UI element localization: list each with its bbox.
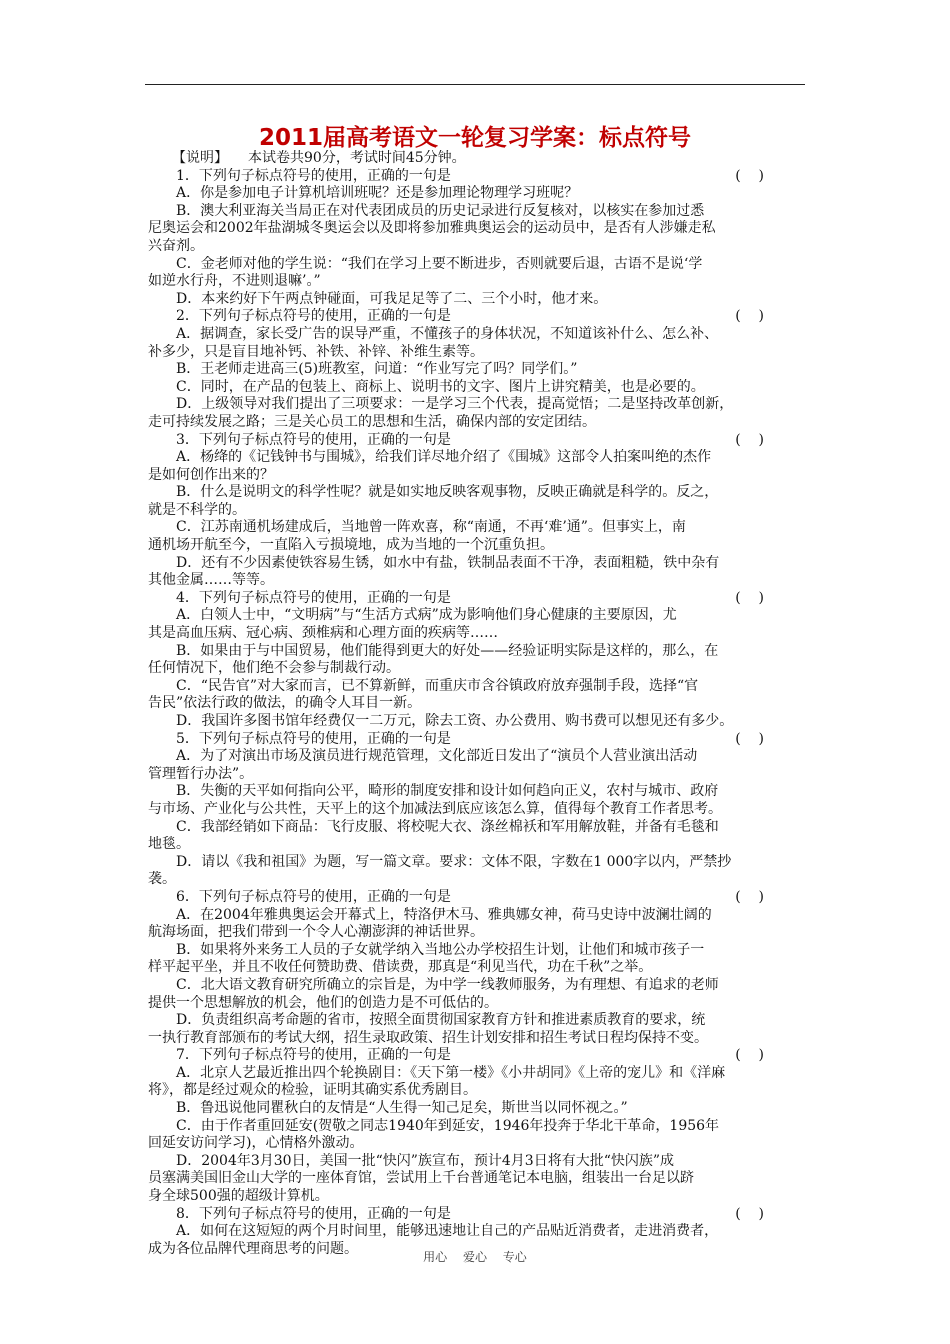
question-text: 5．下列句子标点符号的使用，正确的一句是 — [176, 730, 451, 747]
option-line: C．金老师对他的学生说：“我们在学习上要不断进步，否则就要后退，古语不是说‘学 — [176, 255, 703, 272]
continuation-line: 其他金属……等等。 — [148, 572, 274, 589]
continuation-line: 是如何创作出来的？ — [148, 466, 274, 483]
option-line: C．“民告官”对大家而言，已不算新鲜，而重庆市含谷镇政府放弃强制手段，选择“官 — [176, 677, 699, 694]
intro-label: 【说明】 — [172, 150, 228, 166]
option-line: B．如果由于与中国贸易，他们能得到更大的好处——经验证明实际是这样的，那么，在 — [176, 642, 719, 659]
continuation-line: 身全球500强的超级计算机。 — [148, 1188, 329, 1205]
option-line: A．杨绛的《记钱钟书与围城》，给我们详尽地介绍了《围城》这部令人拍案叫绝的杰作 — [176, 449, 712, 466]
option-line: D．上级领导对我们提出了三项要求：一是学习三个代表，提高觉悟；二是坚持改革创新， — [176, 396, 734, 413]
intro-line — [148, 150, 804, 168]
continuation-line: 其是高血压病、冠心病、颈椎病和心理方面的疾病等…… — [148, 625, 498, 642]
continuation-line: 如逆水行舟，不进则退嘛’。” — [148, 273, 321, 290]
option-line: C．由于作者重回延安(贺敬之同志1940年到延安，1946年投奔于华北干革命，1956年 — [176, 1117, 720, 1134]
option-line: A．你是参加电子计算机培训班呢？还是参加理论物理学习班呢？ — [176, 185, 579, 202]
continuation-line: 告民”依法行政的做法，的确令人耳目一新。 — [148, 695, 422, 712]
continuation-line: 袭。 — [148, 871, 176, 888]
option-line: A．据调查，家长受广告的误导严重，不懂孩子的身体状况，不知道该补什么、怎么补、 — [176, 325, 719, 342]
question-text: 1．下列句子标点符号的使用，正确的一句是 — [176, 167, 451, 184]
continuation-line: 提供一个思想解放的机会，他们的创造力是不可低估的。 — [148, 994, 498, 1011]
option-line: B．鲁迅说他同瞿秋白的友情是“人生得一知己足矣，斯世当以同怀视之。” — [176, 1100, 628, 1117]
option-line: C．我部经销如下商品：飞行皮服、将校呢大衣、涤丝棉袄和军用解放鞋，并备有毛毯和 — [176, 818, 719, 835]
question-text: 7．下列句子标点符号的使用，正确的一句是 — [176, 1047, 451, 1064]
continuation-line: 尼奥运会和2002年盐湖城冬奥运会以及即将参加雅典奥运会的运动员中，是否有人涉嫌走私 — [148, 220, 716, 237]
option-line: A．白领人士中，“文明病”与“生活方式病”成为影响他们身心健康的主要原因，尤 — [176, 607, 677, 624]
option-line: B．什么是说明文的科学性呢？就是如实地反映客观事物，反映正确就是科学的。反之， — [176, 484, 719, 501]
continuation-line: 管理暂行办法”。 — [148, 765, 254, 782]
option-line: B．如果将外来务工人员的子女就学纳入当地公办学校招生计划，让他们和城市孩子一 — [176, 941, 705, 958]
page-title: 2011届高考语文一轮复习学案：标点符号 — [258, 125, 691, 151]
continuation-line: 地毯。 — [148, 836, 190, 853]
option-line: D．我国许多图书馆年经费仅一二万元，除去工资、办公费用、购书费可以想见还有多少。 — [176, 713, 734, 729]
continuation-line: 与市场、产业化与公共性，天平上的这个加减法到底应该怎么算，值得每个教育工作者思考。 — [148, 800, 722, 817]
option-line: A．北京人艺最近推出四个轮换剧目：《天下第一楼》《小井胡同》《上帝的宠儿》和《洋麻 — [176, 1064, 726, 1081]
question-list — [148, 168, 804, 1259]
option-line: C．同时，在产品的包装上、商标上、说明书的文字、图片上讲究精美，也是必要的。 — [176, 378, 705, 395]
continuation-line: 成为各位品牌代理商思考的问题。 — [148, 1240, 358, 1257]
option-line: D．本来约好下午两点钟碰面，可我足足等了二、三个小时，他才来。 — [176, 290, 608, 307]
answer-blank: ( ) — [735, 308, 764, 325]
answer-blank: ( ) — [735, 888, 764, 905]
question-stem — [148, 432, 804, 450]
page-footer: 用心 爱心 专心 — [423, 1250, 527, 1264]
document-body — [148, 150, 804, 1258]
option-line: C．北大语文教育研究所确立的宗旨是，为中学一线教师服务，为有理想、有追求的老师 — [176, 976, 719, 993]
question-text: 6．下列句子标点符号的使用，正确的一句是 — [176, 888, 451, 905]
option-line: D．请以《我和祖国》为题，写一篇文章。要求：文体不限，字数在1 000字以内，严禁抄 — [176, 853, 732, 870]
answer-blank: ( ) — [735, 730, 764, 747]
option-line: D．负责组织高考命题的省市，按照全面贯彻国家教育方针和推进素质教育的要求，统 — [176, 1012, 706, 1029]
continuation-line: 样平起平坐，并且不收任何赞助费、借读费，那真是“利见当代，功在千秋”之举。 — [148, 959, 653, 976]
answer-blank: ( ) — [735, 431, 764, 448]
question-text: 8．下列句子标点符号的使用，正确的一句是 — [176, 1205, 451, 1222]
question-text: 2．下列句子标点符号的使用，正确的一句是 — [176, 308, 451, 325]
option-line: C．江苏南通机场建成后，当地曾一阵欢喜，称“南通，不再‘难’通”。但事实上，南 — [176, 519, 686, 536]
option-line: B．失衡的天平如何指向公平，畸形的制度安排和设计如何趋向正义，农村与城市、政府 — [176, 783, 719, 800]
option-line: A．在2004年雅典奥运会开幕式上，特洛伊木马、雅典娜女神，荷马史诗中波澜壮阔的 — [176, 906, 712, 923]
question-stem — [148, 308, 804, 326]
question-text: 4．下列句子标点符号的使用，正确的一句是 — [176, 589, 451, 606]
question-text: 3．下列句子标点符号的使用，正确的一句是 — [176, 431, 451, 448]
question-stem — [148, 1047, 804, 1065]
continuation-line: 将》，都是经过观众的检验，证明其确实系优秀剧目。 — [148, 1082, 477, 1099]
continuation-line: 回延安访问学习)，心情格外激动。 — [148, 1135, 364, 1152]
option-line: B．王老师走进高三(5)班教室，问道：“作业写完了吗？同学们。” — [176, 361, 578, 378]
option-line: B．澳大利亚海关当局正在对代表团成员的历史记录进行反复核对，以核实在参加过悉 — [176, 202, 705, 219]
continuation-line: 兴奋剂。 — [148, 237, 204, 254]
continuation-line: 走可持续发展之路；三是关心员工的思想和生活，确保内部的安定团结。 — [148, 413, 596, 430]
answer-blank: ( ) — [735, 589, 764, 606]
continuation-line: 补多少，只是盲目地补钙、补铁、补锌、补维生素等。 — [148, 343, 484, 360]
option-line: D．还有不少因素使铁容易生锈，如水中有盐，铁制品表面不干净，表面粗糙，铁中杂有 — [176, 554, 720, 571]
continuation-line: 就是不科学的。 — [148, 501, 246, 518]
intro-text: 本试卷共90分，考试时间45分钟。 — [248, 150, 466, 166]
continuation-line: 通机场开航至今，一直陷入亏损境地，成为当地的一个沉重负担。 — [148, 537, 554, 554]
question-stem — [148, 168, 804, 186]
continuation-line: 任何情况下，他们绝不会参与制裁行动。 — [148, 660, 400, 677]
option-line: A．如何在这短短的两个月时间里，能够迅速地让自己的产品贴近消费者，走进消费者， — [176, 1223, 719, 1240]
answer-blank: ( ) — [735, 167, 764, 184]
header-rule — [145, 84, 805, 85]
answer-blank: ( ) — [735, 1205, 764, 1222]
continuation-line: 一执行教育部颁布的考试大纲，招生录取政策、招生计划安排和招生考试日程均保持不变。 — [148, 1029, 708, 1046]
option-line: D．2004年3月30日，美国一批“快闪”族宣布，预计4月3日将有大批“快闪族”成 — [176, 1152, 675, 1169]
question-stem — [148, 731, 804, 749]
continuation-line: 员塞满美国旧金山大学的一座体育馆，尝试用上千台普通笔记本电脑，组装出一台足以跻 — [148, 1170, 694, 1187]
question-stem — [148, 889, 804, 907]
question-stem — [148, 1206, 804, 1224]
option-line: A．为了对演出市场及演员进行规范管理，文化部近日发出了“演员个人营业演出活动 — [176, 748, 698, 765]
continuation-line: 航海场面，把我们带到一个令人心潮澎湃的神话世界。 — [148, 924, 484, 941]
answer-blank: ( ) — [735, 1047, 764, 1064]
question-stem — [148, 590, 804, 608]
